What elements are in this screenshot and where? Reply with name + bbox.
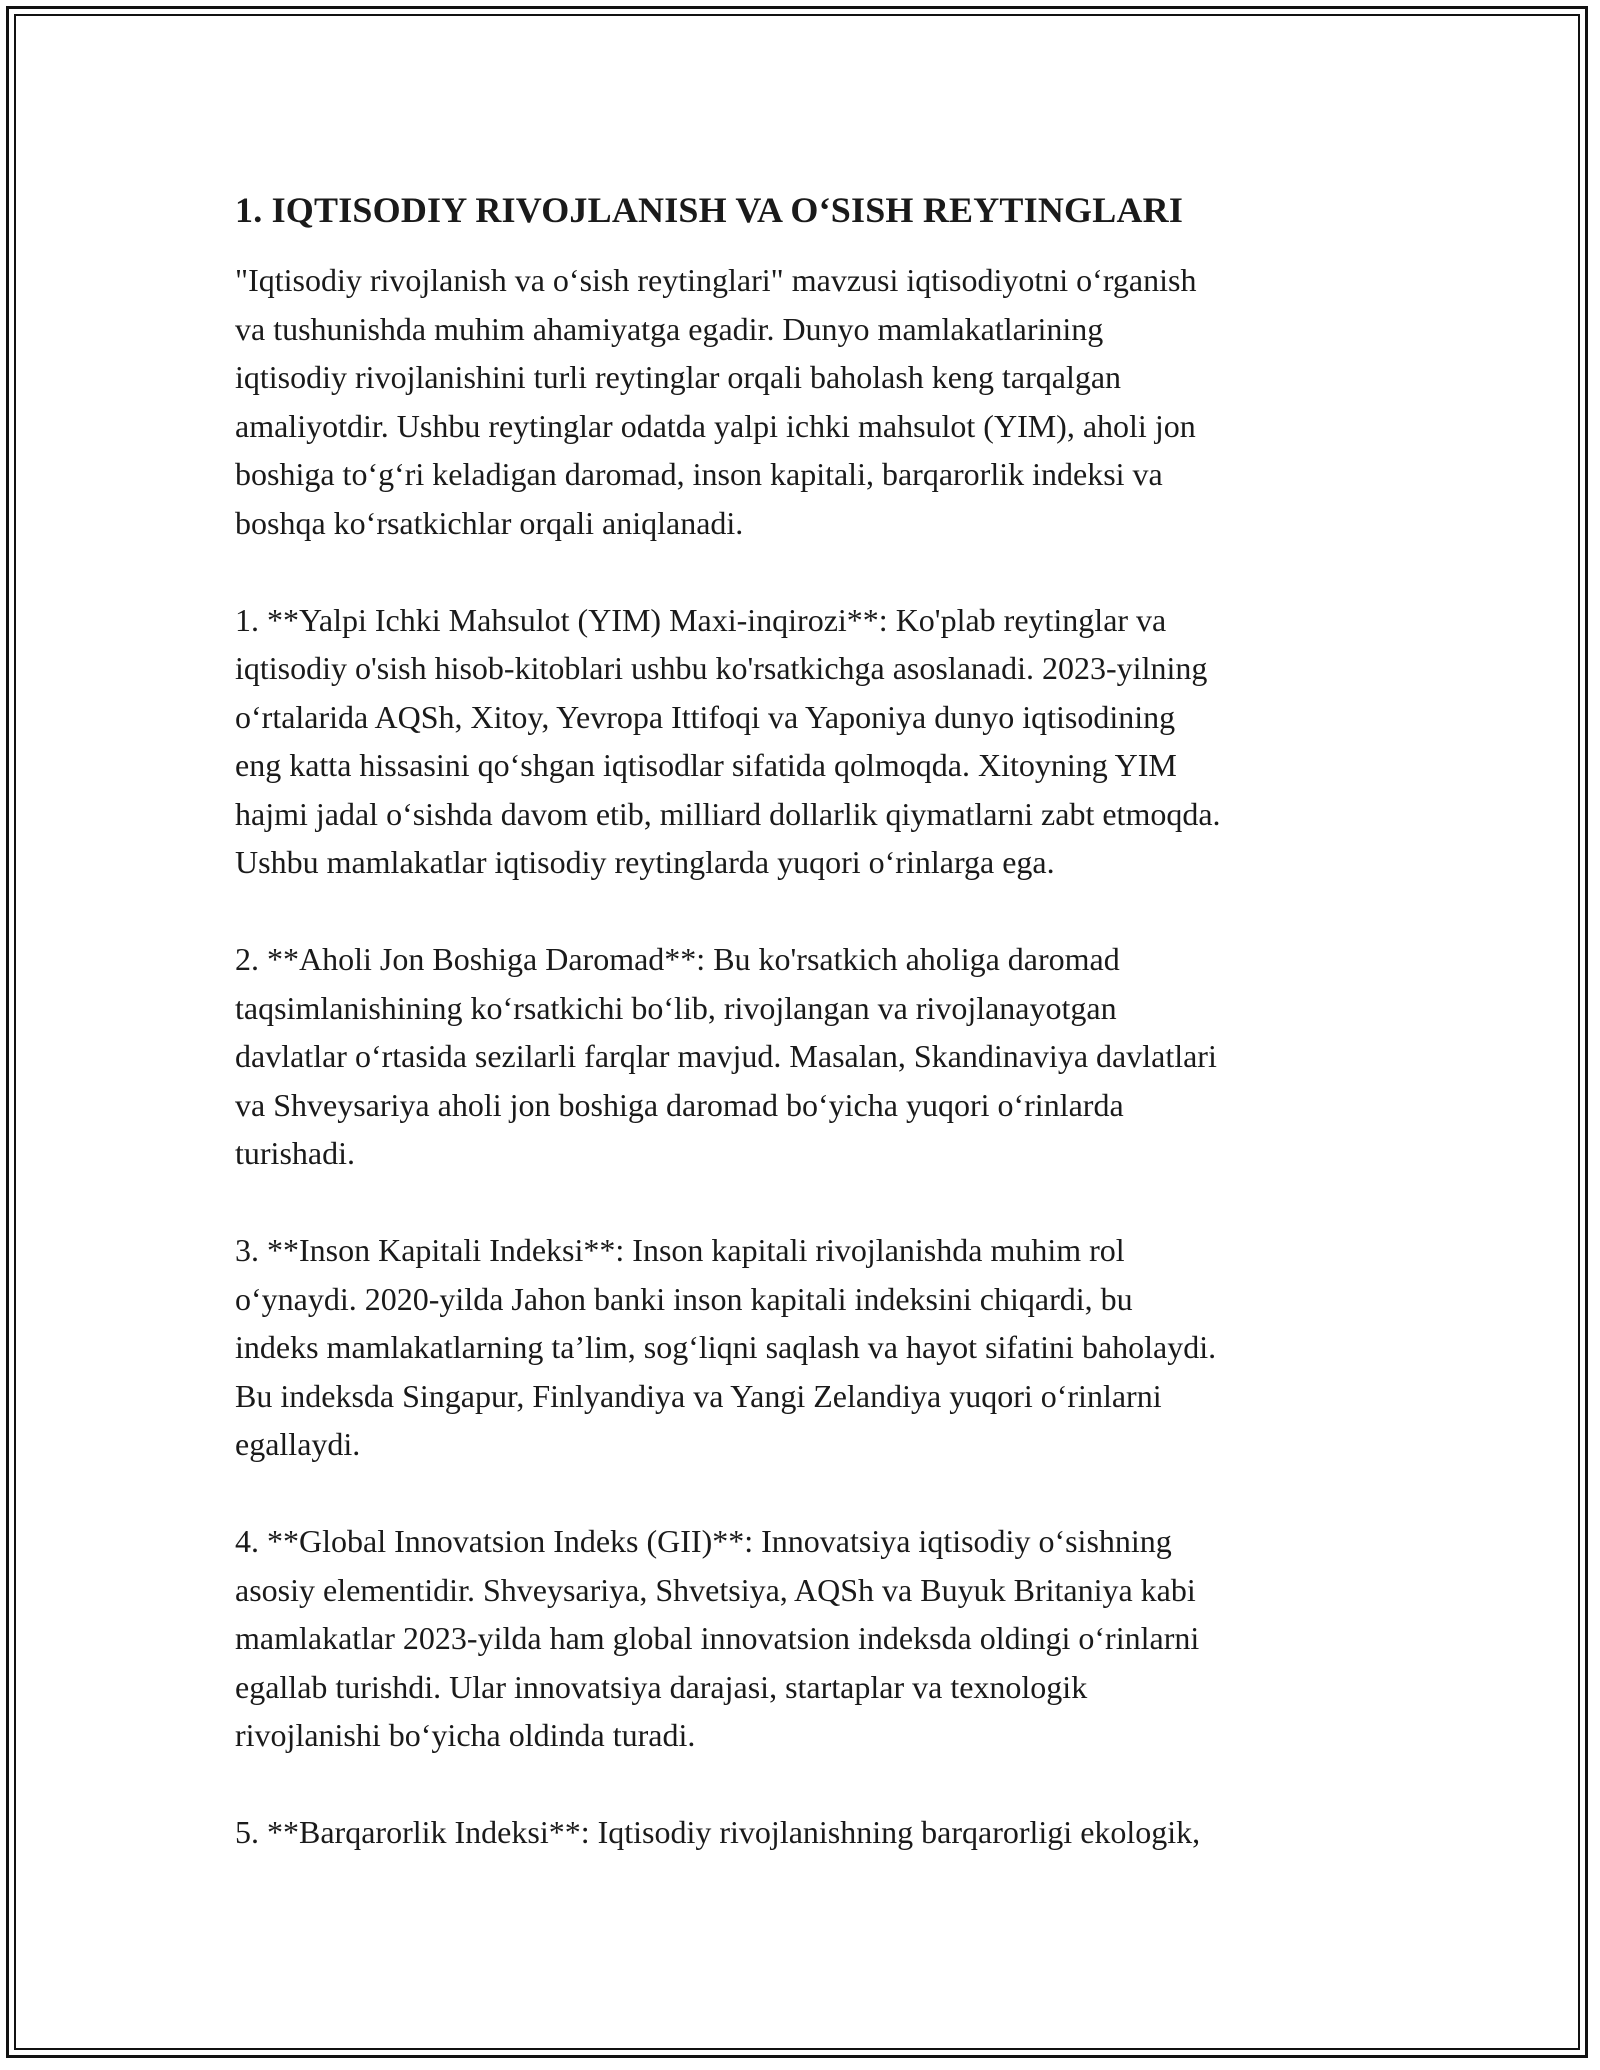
list-item-human-capital: 3. **Inson Kapitali Indeksi**: Inson kapitali rivojlanishda muhim rol o‘ynaydi. 2020-yilda Jahon banki inson kapitali indeksini chiqardi, bu indeks mamlakatlarning ta’lim, sog‘liqni saqlash va hayot sifatini baholaydi. Bu indeksda Singapur, Finlyandiya va Yangi Zelandiya yuqori o‘rinlarni egallaydi. — [235, 1232, 1217, 1462]
section-heading: 1. IQTISODIY RIVOJLANISH VA O‘SISH REYTINGLARI — [235, 190, 1184, 230]
list-item-innovation-index: 4. **Global Innovatsion Indeks (GII)**: Innovatsiya iqtisodiy o‘sishning asosiy elementidir. Shveysariya, Shvetsiya, AQSh va Buyuk Britaniya kabi mamlakatlar 2023-yilda ham global innovatsion indeksda oldingi o‘rinlarni egallab turishdi. Ular innovatsiya darajasi, startaplar va texnologik rivojlanishi bo‘yicha oldinda turadi. — [235, 1523, 1200, 1753]
list-item-income-per-capita: 2. **Aholi Jon Boshiga Daromad**: Bu ko'rsatkich aholiga daromad taqsimlanishining ko‘rsatkichi bo‘lib, rivojlangan va rivojlanayotgan davlatlar o‘rtasida sezilarli farqlar mavjud. Masalan, Skandinaviya davlatlari va Shveysariya aholi jon boshiga daromad bo‘yicha yuqori o‘rinlarda turishadi. — [235, 941, 1217, 1171]
document-body — [235, 186, 1370, 1857]
intro-paragraph: "Iqtisodiy rivojlanish va o‘sish reytinglari" mavzusi iqtisodiyotni o‘rganish va tushunishda muhim ahamiyatga egadir. Dunyo mamlakatlarining iqtisodiy rivojlanishini turli reytinglar orqali baholash keng tarqalgan amaliyotdir. Ushbu reytinglar odatda yalpi ichki mahsulot (YIM), aholi jon boshiga to‘g‘ri keladigan daromad, inson kapitali, barqarorlik indeksi va boshqa ko‘rsatkichlar orqali aniqlanadi. — [235, 262, 1197, 541]
list-item-sustainability-index: 5. **Barqarorlik Indeksi**: Iqtisodiy rivojlanishning barqarorligi ekologik, — [235, 1814, 1201, 1850]
list-item-gdp: 1. **Yalpi Ichki Mahsulot (YIM) Maxi-inqirozi**: Ko'plab reytinglar va iqtisodiy o'sish hisob-kitoblari ushbu ko'rsatkichga asoslanadi. 2023-yilning o‘rtalarida AQSh, Xitoy, Yevropa Ittifoqi va Yaponiya dunyo iqtisodining eng katta hissasini qo‘shgan iqtisodlar sifatida qolmoqda. Xitoyning YIM hajmi jadal o‘sishda davom etib, milliard dollarlik qiymatlarni zabt etmoqda. Ushbu mamlakatlar iqtisodiy reytinglarda yuqori o‘rinlarga ega. — [235, 601, 1221, 880]
